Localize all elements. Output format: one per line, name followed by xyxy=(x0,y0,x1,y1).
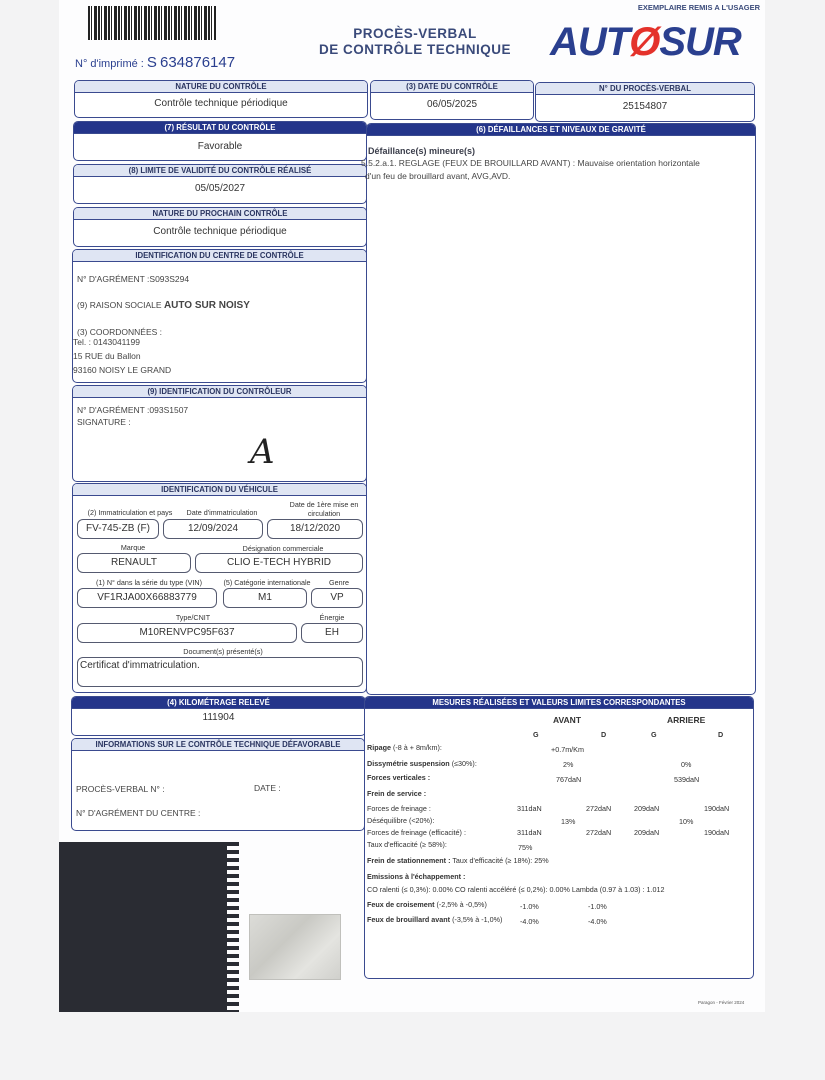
title-line-2: DE CONTRÔLE TECHNIQUE xyxy=(318,42,511,57)
kilometrage-value: 111904 xyxy=(202,712,235,723)
title-line-1: PROCÈS-VERBAL xyxy=(353,26,477,41)
limite-validite-value: 05/05/2027 xyxy=(194,183,246,194)
stationnement-row: Frein de stationnement : Taux d'efficacité (≥ 18%): 25% xyxy=(367,856,549,865)
defavorable-date-label: DATE : xyxy=(254,783,281,793)
limite-validite-box: (8) LIMITE DE VALIDITÉ DU CONTRÔLE RÉALISÉ 05/05/2027 xyxy=(73,164,367,204)
document-title xyxy=(300,26,530,58)
immatriculation-field: FV-745-ZB (F) xyxy=(77,519,159,539)
brouillard-row: Feux de brouillard avant (-3,5% à -1,0%) xyxy=(367,915,503,924)
controleur-signature: A xyxy=(250,432,275,472)
centre-rue: 15 RUE du Ballon xyxy=(73,351,141,361)
resultat-box: (7) RÉSULTAT DU CONTRÔLE Favorable xyxy=(73,121,367,161)
nature-controle-value: Contrôle technique périodique xyxy=(154,98,288,109)
ripage-row: Ripage (-8 à + 8m/km): xyxy=(367,743,442,752)
croisement-row: Feux de croisement (-2,5% à -0,5%) xyxy=(367,900,487,909)
signature-label: SIGNATURE : xyxy=(77,417,131,427)
vehicule-box: IDENTIFICATION DU VÉHICULE (2) Immatriculation et pays Date d'immatriculation Date de 1ère mise en circulation FV-745-ZB (F) 12/09/2024 18/12/2020 Marque Désignation commerciale RENAULT CLIO E-TECH HYBRID (1) N° dans la série du type (VIN) (5) Catégorie internationale Genre VF1RJA00X66883779 M1 VP Type/CNIT Énergie M10RENVPC95F637 EH Document(s) présenté(s) Certificat d'immatriculation. xyxy=(72,483,367,693)
pv-number-value: 25154807 xyxy=(622,101,668,112)
perforation-edge xyxy=(227,842,239,1012)
defavorable-box: INFORMATIONS SUR LE CONTRÔLE TECHNIQUE DÉFAVORABLE PROCÈS-VERBAL N° : DATE : N° D'AGRÉMENT DU CENTRE : xyxy=(71,738,365,831)
centre-ville: 93160 NOISY LE GRAND xyxy=(73,365,172,375)
hologram-sticker xyxy=(249,914,341,980)
centre-agrement: N° D'AGRÉMENT :S093S294 xyxy=(77,274,190,284)
date-controle-value: 06/05/2025 xyxy=(426,99,478,110)
footer-ref: Paragon - Février 2024 xyxy=(698,1000,745,1005)
prochain-controle-box: NATURE DU PROCHAIN CONTRÔLE Contrôle technique périodique xyxy=(73,207,367,247)
frein-service-label: Frein de service : xyxy=(367,789,427,798)
mesures-box: MESURES RÉALISÉES ET VALEURS LIMITES CORRESPONDANTES AVANT ARRIERE G D G D Ripage (-8 à + 8m/km): +0.7m/Km Dissymétrie suspension (≤30%): 2% 0% Forces verticales : 767daN 539daN Frein de service : Forces de freinage : 311daN 272daN 209daN 190daN Déséquilibre (<20%): 13% 10% Forces de freinage (efficacité) : 311daN 272daN 209daN 190daN Taux d'efficacité (≥ 58%): 75% Frein de stationnement : Taux d'efficacité (≥ 18%): 25% Emissions à l'échappement : CO ralenti (≤ 0,3%): 0.00% CO ralenti accéléré (≤ 0,2%): 0.00% Lambda (0.97 à 1.03) : 1.012 Feux de croisement (-2,5% à -0,5%) -1.0% -1.0% Feux de brouillard avant (-3,5% à -1,0%) -4.0% -4.0% xyxy=(364,696,754,979)
designation-field: CLIO E-TECH HYBRID xyxy=(195,553,363,573)
emissions-label: Emissions à l'échappement : xyxy=(367,872,466,881)
categorie-field: M1 xyxy=(223,588,307,608)
date-controle-box: (3) DATE DU CONTRÔLE 06/05/2025 xyxy=(370,80,534,120)
autosur-logo: AUTØSUR xyxy=(550,20,741,64)
exemplaire-label: EXEMPLAIRE REMIS A L'USAGER xyxy=(637,3,760,12)
defavorable-agrement-label: N° D'AGRÉMENT DU CENTRE : xyxy=(76,808,201,818)
resultat-value: Favorable xyxy=(197,141,243,152)
vin-field: VF1RJA00X66883779 xyxy=(77,588,217,608)
prochain-controle-value: Contrôle technique périodique xyxy=(153,226,287,237)
centre-box: IDENTIFICATION DU CENTRE DE CONTRÔLE N° D'AGRÉMENT :S093S294 (9) RAISON SOCIALE AUTO SUR NOISY (3) COORDONNÉES : Tel. : 0143041199 15 RUE du Ballon 93160 NOISY LE GRAND xyxy=(72,249,367,383)
barcode xyxy=(88,6,216,40)
nature-controle-box: NATURE DU CONTRÔLE Contrôle technique périodique xyxy=(74,80,368,118)
torn-corner xyxy=(59,842,227,1012)
type-cnit-field: M10RENVPC95F637 xyxy=(77,623,297,643)
emissions-values: CO ralenti (≤ 0,3%): 0.00% CO ralenti accéléré (≤ 0,2%): 0.00% Lambda (0.97 à 1.03) : 1.012 xyxy=(367,885,665,894)
energie-field: EH xyxy=(301,623,363,643)
coordonnees-label: (3) COORDONNÉES : xyxy=(77,327,163,337)
controleur-agrement: N° D'AGRÉMENT :093S1507 xyxy=(77,405,189,415)
defavorable-pv-label: PROCÈS-VERBAL N° : xyxy=(76,784,165,794)
suspension-row: Dissymétrie suspension (≤30%): xyxy=(367,759,477,768)
kilometrage-box: (4) KILOMÉTRAGE RELEVÉ 111904 xyxy=(71,696,366,736)
defaillance-line-1: 5.5.2.a.1. REGLAGE (FEUX DE BROUILLARD AVANT) : Mauvaise orientation horizontale xyxy=(361,158,700,168)
documents-field: Certificat d'immatriculation. xyxy=(77,657,363,687)
imprime-number: N° d'imprimé : S 634876147 xyxy=(75,54,236,71)
defaillances-box: (6) DÉFAILLANCES ET NIVEAUX DE GRAVITÉ Défaillance(s) mineure(s) 5.5.2.a.1. REGLAGE (FEUX DE BROUILLARD AVANT) : Mauvaise orientation horizontale d'un feu de brouillard avant, AVG,AVD. xyxy=(366,123,756,695)
controleur-box: (9) IDENTIFICATION DU CONTRÔLEUR N° D'AGRÉMENT :093S1507 SIGNATURE : xyxy=(72,385,367,482)
marque-field: RENAULT xyxy=(77,553,191,573)
pv-number-box: N° DU PROCÈS-VERBAL 25154807 xyxy=(535,82,755,122)
defaillances-title: Défaillance(s) mineure(s) xyxy=(368,146,476,156)
centre-tel: Tel. : 0143041199 xyxy=(73,337,140,347)
verticales-label: Forces verticales : xyxy=(367,773,431,782)
date-immat-field: 12/09/2024 xyxy=(163,519,263,539)
date-mise-circulation-field: 18/12/2020 xyxy=(267,519,363,539)
genre-field: VP xyxy=(311,588,363,608)
defaillance-line-2: d'un feu de brouillard avant, AVG,AVD. xyxy=(365,171,511,181)
raison-sociale: (9) RAISON SOCIALE AUTO SUR NOISY xyxy=(77,300,250,311)
